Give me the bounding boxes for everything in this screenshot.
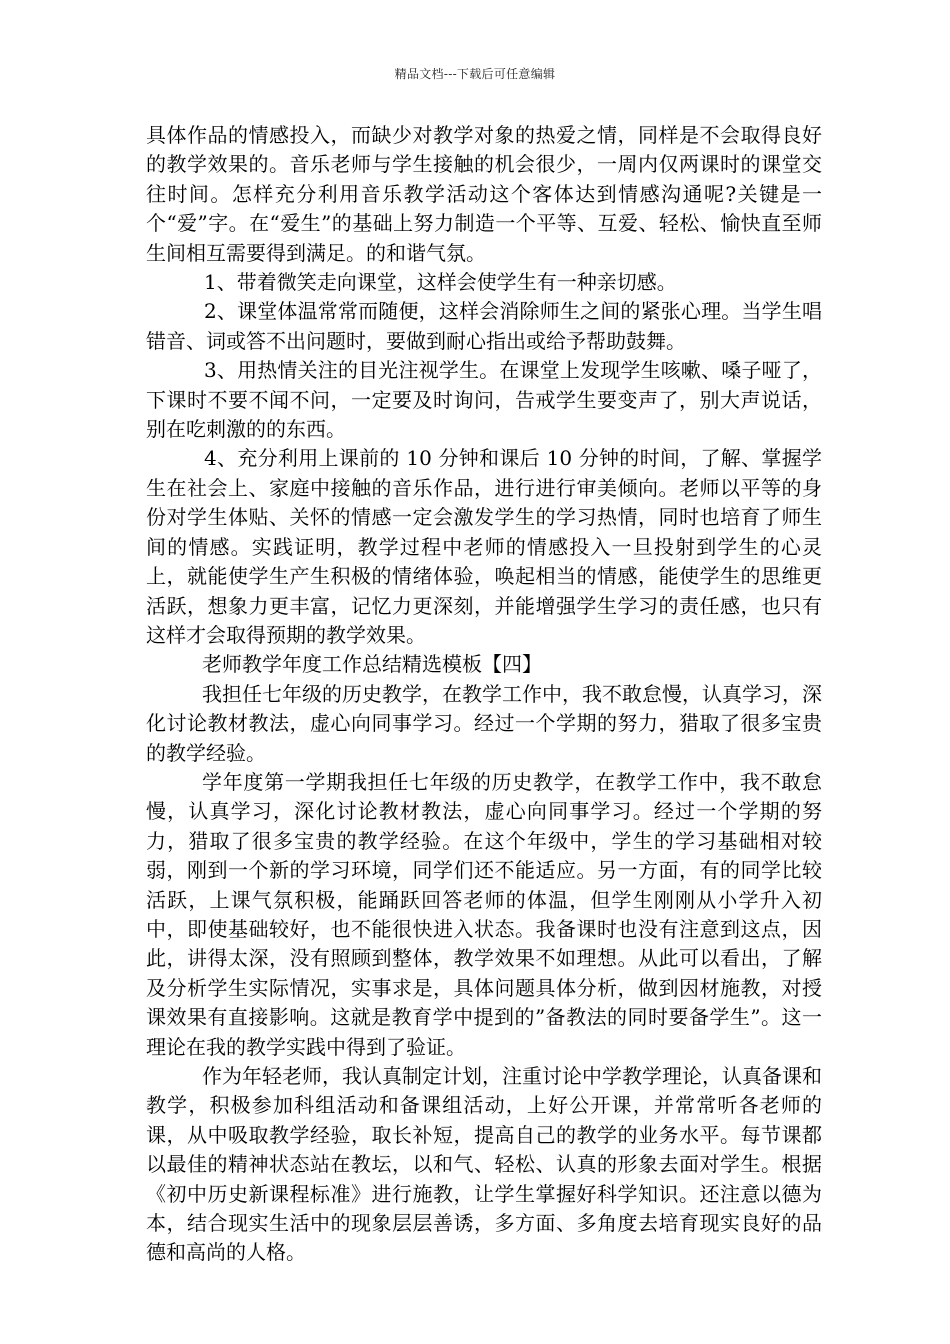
paragraph-intro-continuation: 具体作品的情感投入，而缺少对教学对象的热爱之情，同样是不会取得良好的教学效果的。音乐老师与学生接触的机会很少，一周内仅两课时的课堂交往时间。怎样充分利用音乐教学活动这个客体达到情感沟通呢?关键是一个“爱”字。在“爱生”的基础上努力制造一个平等、互爱、轻松、愉快直至师生间相互需要得到满足。的和谐气氛。 (146, 123, 822, 265)
paragraph-summary-intro: 我担任七年级的历史教学，在教学工作中，我不敢怠慢，认真学习，深化讨论教材教法，虚心向同事学习。经过一个学期的努力，猎取了很多宝贵的教学经验。 (146, 681, 822, 765)
paragraph-point-3: 3、用热情关注的目光注视学生。在课堂上发现学生咳嗽、嗓子哑了，下课时不要不闻不问，一定要及时询问，告戒学生要变声了，别大声说话，别在吃刺激的的东西。 (146, 358, 822, 442)
paragraph-point-2: 2、课堂体温常常而随便，这样会消除师生之间的紧张心理。当学生唱错音、词或答不出问题时，要做到耐心指出或给予帮助鼓舞。 (146, 299, 822, 353)
paragraph-semester-review: 学年度第一学期我担任七年级的历史教学，在教学工作中，我不敢怠慢，认真学习，深化讨论教材教法，虚心向同事学习。经过一个学期的努力，猎取了很多宝贵的教学经验。在这个年级中，学生的学习基础相对较弱，刚到一个新的学习环境，同学们还不能适应。另一方面，有的同学比较活跃，上课气氛积极，能踊跃回答老师的体温，但学生刚刚从小学升入初中，即使基础较好，也不能很快进入状态。我备课时也没有注意到这点，因此，讲得太深，没有照顾到整体，教学效果不如理想。从此可以看出，了解及分析学生实际情况，实事求是，具体问题具体分析，做到因材施教，对授课效果有直接影响。这就是教育学中提到的”备教法的同时要备学生”。这一理论在我的教学实践中得到了验证。 (146, 769, 822, 1059)
page-header: 精品文档---下载后可任意编辑 (394, 67, 556, 81)
paragraph-point-4: 4、充分利用上课前的 10 分钟和课后 10 分钟的时间，了解、掌握学生在社会上、家庭中接触的音乐作品，进行进行审美倾向。老师以平等的身份对学生体贴、关怀的情感一定会激发学生的学习热情，同时也培育了师生间的情感。实践证明，教学过程中老师的情感投入一旦投射到学生的心灵上，就能使学生产生积极的情绪体验，唤起相当的情感，能使学生的思维更活跃，想象力更丰富，记忆力更深刻，并能增强学生学习的责任感，也只有这样才会取得预期的教学效果。 (146, 446, 822, 647)
paragraph-young-teacher: 作为年轻老师，我认真制定计划，注重讨论中学教学理论，认真备课和教学，积极参加科组活动和备课组活动，上好公开课，并常常听各老师的课，从中吸取教学经验，取长补短，提高自己的教学的业务水平。每节课都以最佳的精神状态站在教坛，以和气、轻松、认真的形象去面对学生。根据《初中历史新课程标准》进行施教，让学生掌握好科学知识。还注意以德为本，结合现实生活中的现象层层善诱，多方面、多角度去培育现实良好的品德和高尚的人格。 (146, 1064, 822, 1265)
document-body (146, 121, 822, 1268)
section-heading: 老师教学年度工作总结精选模板【四】 (202, 652, 542, 677)
paragraph-point-1: 1、带着微笑走向课堂，这样会使学生有一种亲切感。 (204, 270, 677, 295)
